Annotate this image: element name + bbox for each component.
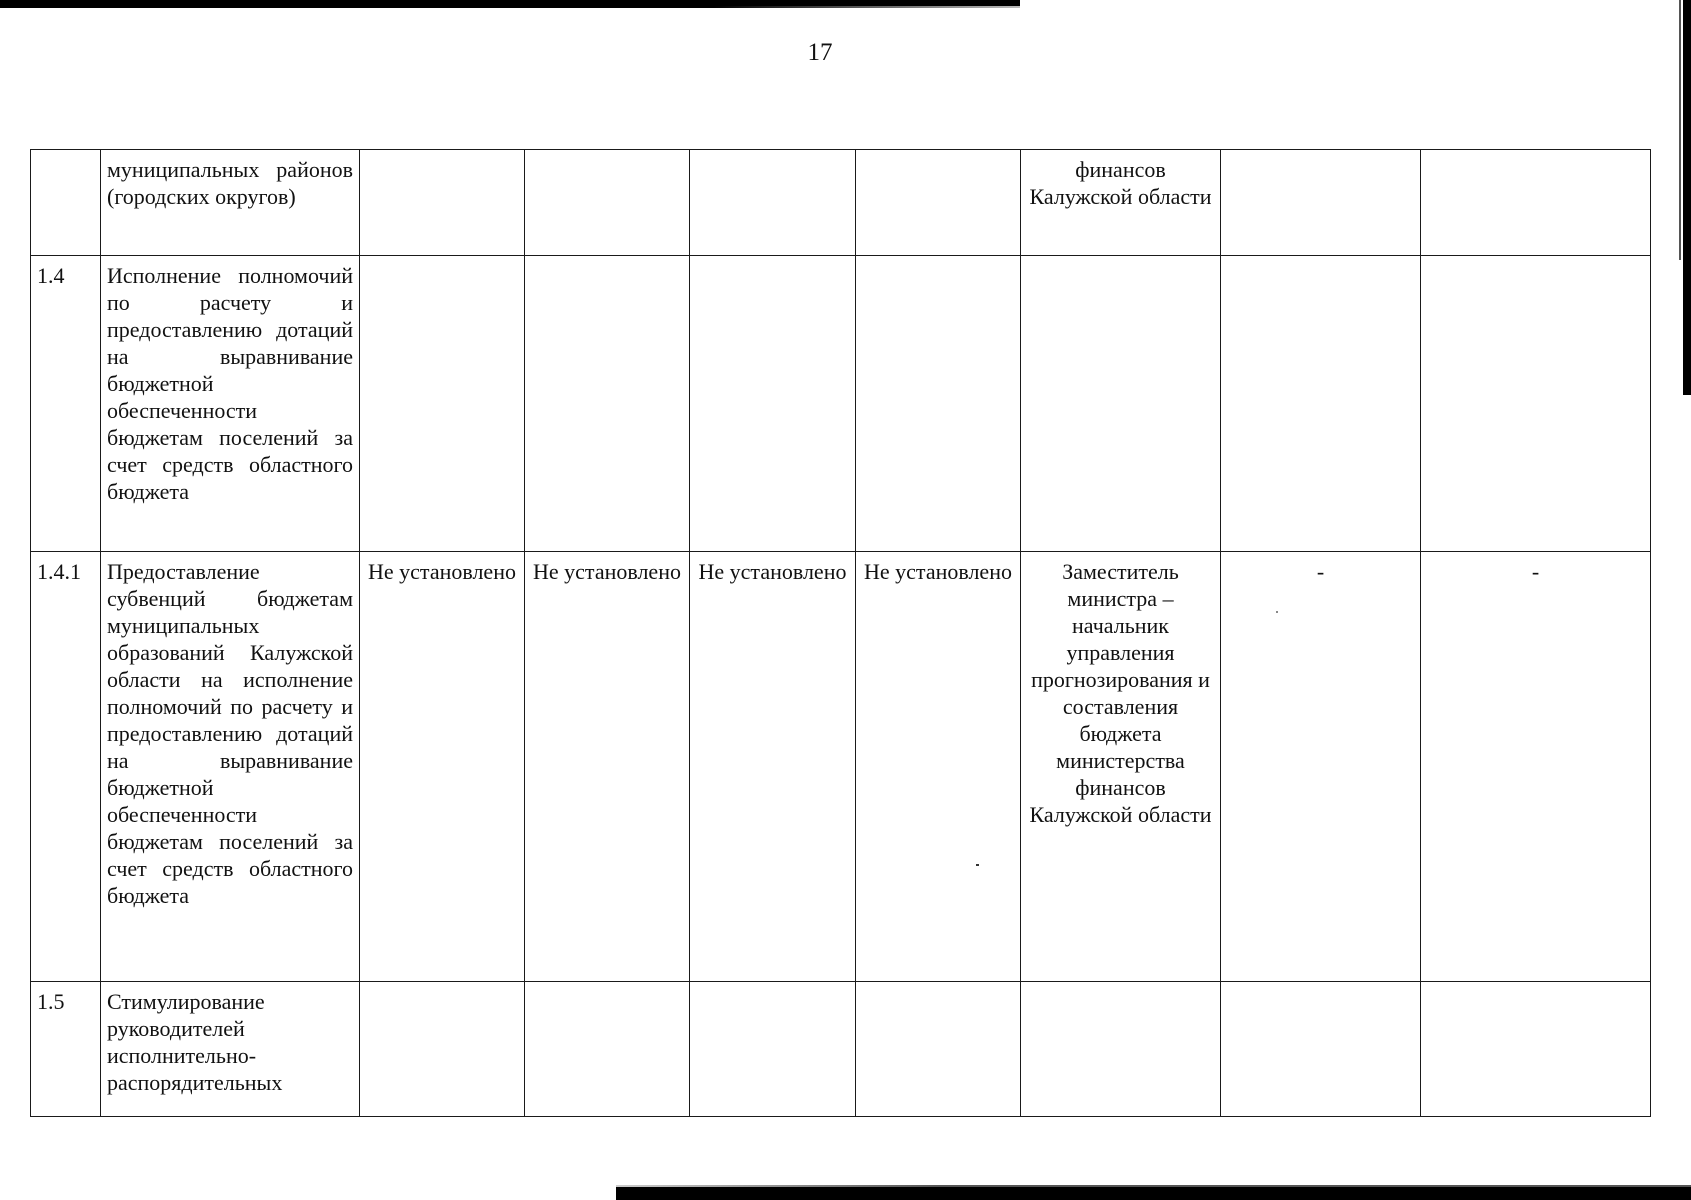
scan-border-bottom-thin <box>616 1185 1691 1187</box>
scan-speck <box>1276 611 1278 613</box>
row-value-cell <box>690 150 856 256</box>
row-value-cell <box>360 982 525 1117</box>
row-value-cell <box>690 982 856 1117</box>
row-number: 1.5 <box>31 982 101 1117</box>
row-description: Предоставление субвенций бюджетам муниципальных образований Калужской области на исполнение полномочий по расчету и предоставлению дотаций на выравнивание бюджетной обеспеченности бюджетам поселений за счет средств областного бюджета <box>101 552 360 982</box>
row-number: 1.4 <box>31 256 101 552</box>
row-extra-cell <box>1221 150 1421 256</box>
row-value-cell <box>360 150 525 256</box>
row-value-cell <box>360 256 525 552</box>
row-responsible <box>1021 982 1221 1117</box>
scan-speck <box>976 864 979 866</box>
row-extra-cell: - <box>1221 552 1421 982</box>
row-description: муниципальных районов (городских округов) <box>101 150 360 256</box>
row-value-cell <box>856 982 1021 1117</box>
row-value-cell <box>856 150 1021 256</box>
row-value-cell: Не установлено <box>690 552 856 982</box>
row-extra-cell <box>1421 150 1651 256</box>
table-row <box>31 150 1651 256</box>
scan-border-top-fade <box>0 6 1020 8</box>
row-extra-cell <box>1221 256 1421 552</box>
row-value-cell <box>525 150 690 256</box>
row-number <box>31 150 101 256</box>
row-extra-cell: - <box>1421 552 1651 982</box>
row-responsible: Заместитель министра – начальник управления прогнозирования и составления бюджета министерства финансов Калужской области <box>1021 552 1221 982</box>
scan-border-right-thin <box>1679 0 1681 260</box>
row-value-cell <box>525 256 690 552</box>
row-responsible <box>1021 256 1221 552</box>
document-table <box>30 149 1651 1117</box>
scan-border-right <box>1683 0 1691 395</box>
row-extra-cell <box>1221 982 1421 1117</box>
row-value-cell: Не установлено <box>360 552 525 982</box>
scan-border-bottom <box>616 1187 1691 1200</box>
row-value-cell <box>856 256 1021 552</box>
row-responsible: финансов Калужской области <box>1021 150 1221 256</box>
row-value-cell: Не установлено <box>856 552 1021 982</box>
row-number: 1.4.1 <box>31 552 101 982</box>
row-value-cell <box>525 982 690 1117</box>
table-row <box>31 982 1651 1117</box>
page-number: 17 <box>807 39 833 66</box>
row-description: Исполнение полномочий по расчету и предоставлению дотаций на выравнивание бюджетной обеспеченности бюджетам поселений за счет средств областного бюджета <box>101 256 360 552</box>
row-value-cell <box>690 256 856 552</box>
row-extra-cell <box>1421 256 1651 552</box>
row-value-cell: Не установлено <box>525 552 690 982</box>
row-description: Стимулирование руководителей исполнительно-распорядительных <box>101 982 360 1117</box>
table-row <box>31 256 1651 552</box>
row-extra-cell <box>1421 982 1651 1117</box>
table-row <box>31 552 1651 982</box>
